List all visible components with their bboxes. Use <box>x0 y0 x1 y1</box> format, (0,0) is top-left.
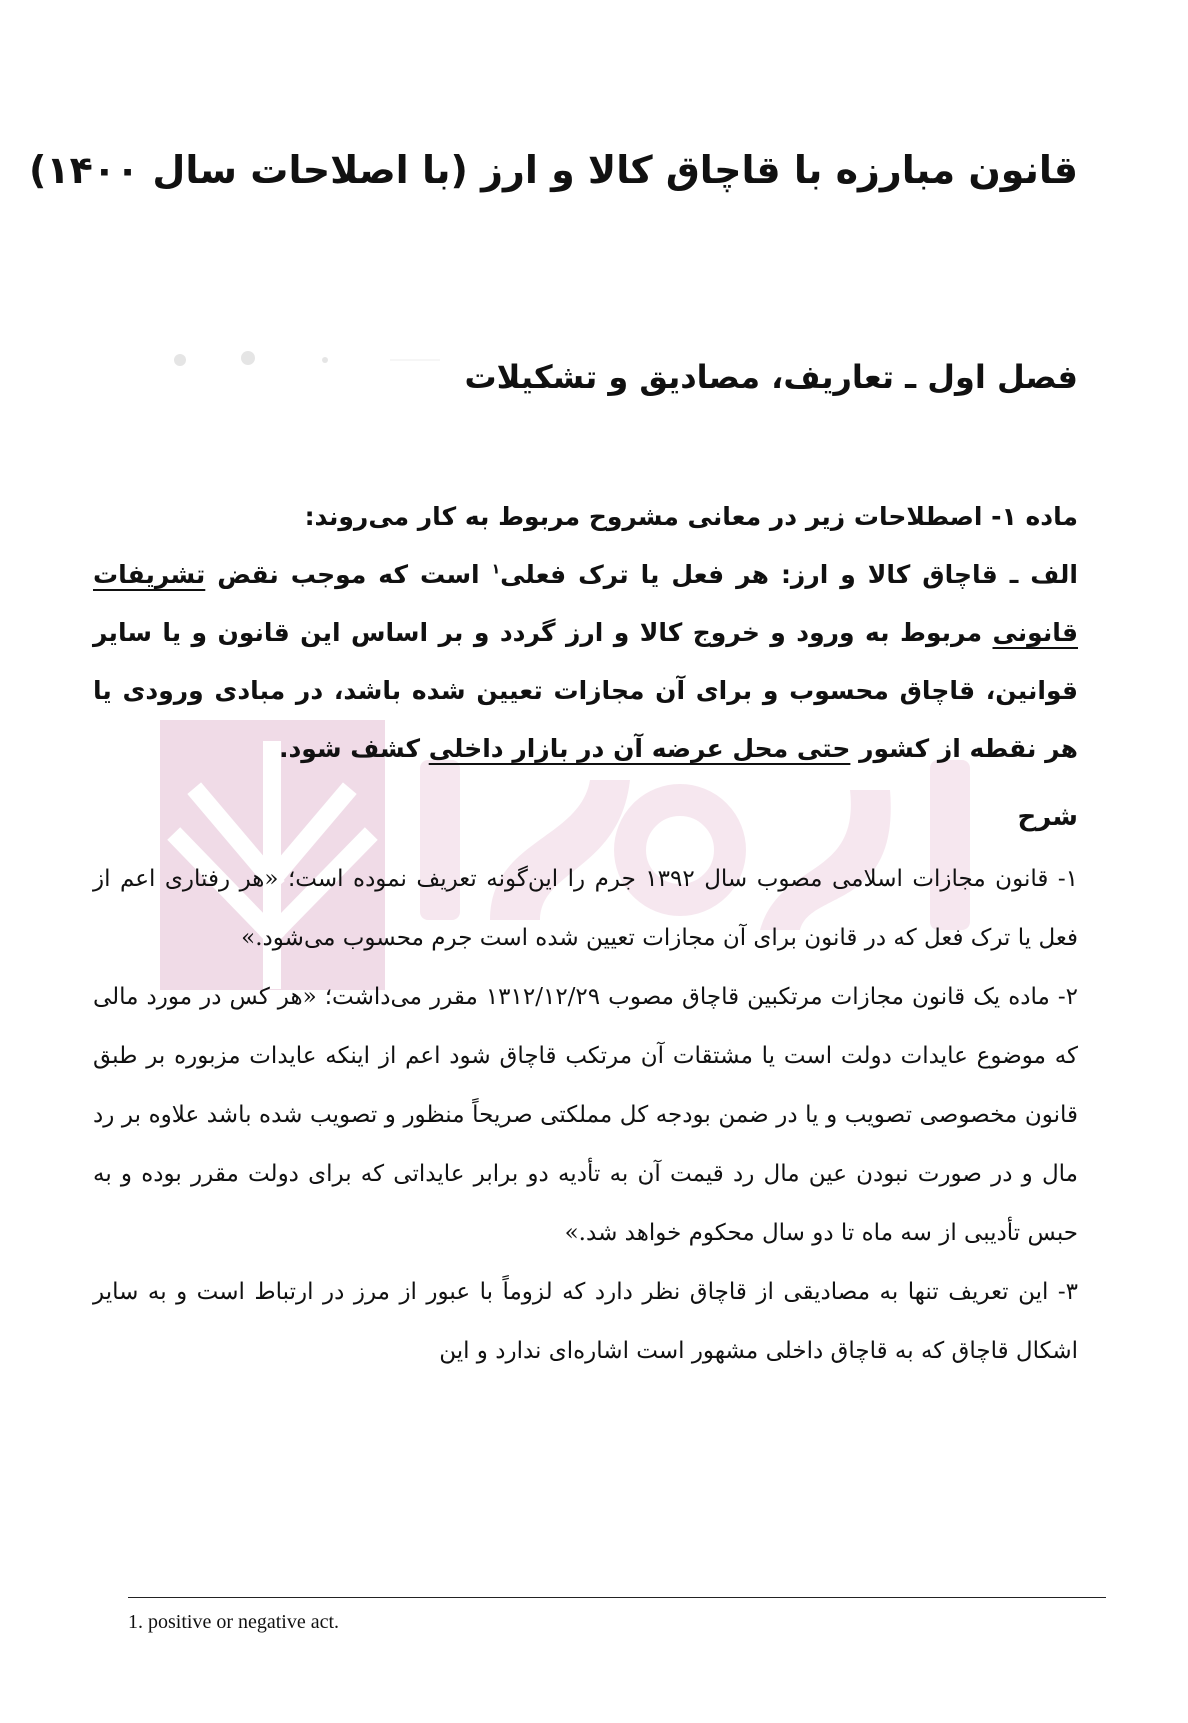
clause-a-text-3: مربوط به ورود و خروج کالا و ارز گردد و بر اساس این قانون و یا سایر قوانین، قاچاق محسوب و برای آن مجازات تعیین شده باشد، در مبادی ورودی یا هر نقطه از کشور <box>93 618 1078 763</box>
commentary-paragraph-2: ۲- ماده یک قانون مجازات مرتکبین قاچاق مصوب ۱۳۱۲/۱۲/۲۹ مقرر می‌داشت؛ «هر کس در مورد مالی که موضوع عایدات دولت است یا مشتقات آن مرتکب قاچاق شود اعم از اینکه عایدات مزبوره بر طبق قانون مخصوصی تصویب و یا در ضمن بودجه کل مملکتی صریحاً منظور و تصویب شده باشد علاوه بر رد مال و در صورت نبودن عین مال رد قیمت آن به تأدیه دو برابر عایداتی که برای دولت مقرر بوده و به حبس تأدیبی از سه ماه تا دو سال محکوم خواهد شد.» <box>93 984 1078 1246</box>
article-intro: ماده ۱- اصطلاحات زیر در معانی مشروح مربوط به کار می‌روند: <box>304 502 1078 531</box>
footnote-reference[interactable]: ۱ <box>491 561 501 578</box>
commentary-heading: شرح <box>1017 802 1078 832</box>
commentary-body <box>93 850 1078 1381</box>
underlined-term-legal-formalities: تشریفات قانونی <box>93 560 1078 647</box>
underlined-term-domestic-market: حتی محل عرضه آن در بازار داخلی <box>428 734 851 763</box>
commentary-paragraph-3: ۳- این تعریف تنها به مصادیقی از قاچاق نظر دارد که لزوماً با عبور از مرز در ارتباط است و به سایر اشکال قاچاق که به قاچاق داخلی مشهور است اشاره‌ای ندارد و این <box>93 1279 1078 1364</box>
clause-a-text-2: است که موجب نقض <box>205 560 492 589</box>
clause-a-text-1: الف ـ قاچاق کالا و ارز: هر فعل یا ترک فعلی <box>500 560 1078 589</box>
footnote-text: 1. positive or negative act. <box>128 1611 340 1633</box>
article-1 <box>93 488 1078 778</box>
clause-a-text-4: کشف شود. <box>278 734 429 763</box>
commentary-paragraph-1: ۱- قانون مجازات اسلامی مصوب سال ۱۳۹۲ جرم را این‌گونه تعریف نموده است؛ «هر رفتاری اعم از فعل یا ترک فعل که در قانون برای آن مجازات تعیین شده است جرم محسوب می‌شود.» <box>93 866 1078 951</box>
chapter-heading: فصل اول ـ تعاریف، مصادیق و تشکیلات <box>464 358 1078 396</box>
footnote-divider <box>128 1597 1106 1598</box>
document-title: قانون مبارزه با قاچاق کالا و ارز (با اصلاحات سال ۱۴۰۰) <box>29 148 1078 192</box>
article-clause-a <box>93 546 1078 778</box>
